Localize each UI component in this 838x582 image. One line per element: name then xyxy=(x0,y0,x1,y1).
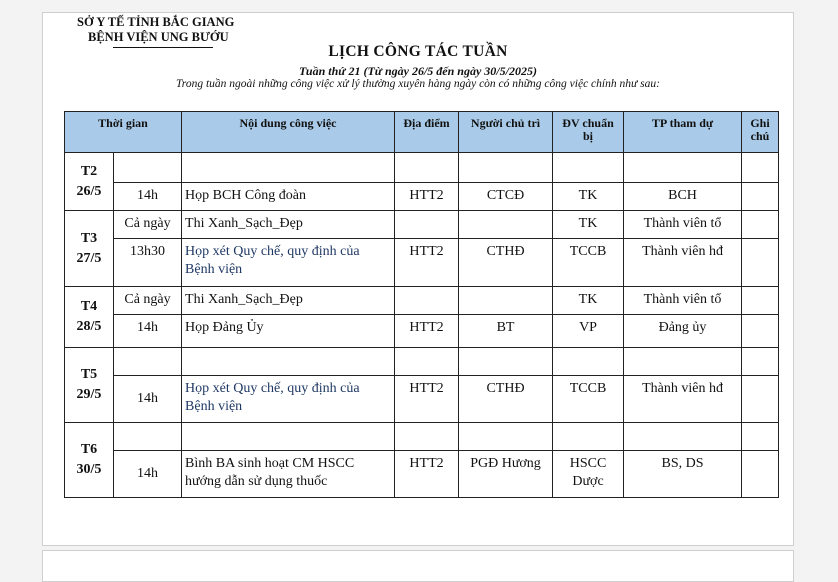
notes-cell xyxy=(742,183,779,211)
attendees-cell: Thành viên hđ xyxy=(624,239,742,287)
day-label: T4 xyxy=(80,299,98,314)
intro-text: Trong tuần ngoài những công việc xử lý thường xuyên hàng ngày còn có những công việc chính như sau: xyxy=(176,78,660,90)
table-row xyxy=(65,315,779,348)
table-row xyxy=(65,239,779,287)
table-row xyxy=(65,376,779,423)
time-cell xyxy=(114,423,182,451)
org-line-2: BỆNH VIỆN UNG BƯỚU xyxy=(88,30,229,44)
attendees-cell xyxy=(624,423,742,451)
day-date: 30/5 xyxy=(76,462,102,477)
location-cell: HTT2 xyxy=(395,183,459,211)
attendees-cell: BS, DS xyxy=(624,451,742,498)
content-cell: Thi Xanh_Sạch_Đẹp xyxy=(182,211,395,239)
col-prep-header: ĐV chuẩn bị xyxy=(553,112,624,153)
location-cell: HTT2 xyxy=(395,315,459,348)
attendees-cell: Thành viên hđ xyxy=(624,376,742,423)
org-header xyxy=(77,15,257,45)
day-date: 27/5 xyxy=(76,250,102,266)
time-cell: 13h30 xyxy=(114,239,182,287)
time-cell xyxy=(114,348,182,376)
host-cell: CTHĐ xyxy=(459,239,553,287)
location-cell xyxy=(395,423,459,451)
time-cell: 14h xyxy=(114,315,182,348)
attendees-cell: Đảng ủy xyxy=(624,315,742,348)
time-cell: 14h xyxy=(114,376,182,423)
col-time-header: Thời gian xyxy=(65,112,182,153)
host-cell xyxy=(459,348,553,376)
notes-cell xyxy=(742,423,779,451)
content-cell xyxy=(182,348,395,376)
table-header-row xyxy=(65,112,779,153)
col-notes-header: Ghi chú xyxy=(742,112,779,153)
content-cell: Họp xét Quy chế, quy định của Bệnh viện xyxy=(182,376,395,423)
attendees-cell: Thành viên tổ xyxy=(624,211,742,239)
host-cell: BT xyxy=(459,315,553,348)
location-cell xyxy=(395,348,459,376)
prep-cell: TK xyxy=(553,287,624,315)
content-cell xyxy=(182,153,395,183)
time-cell xyxy=(114,153,182,183)
table-row xyxy=(65,211,779,239)
notes-cell xyxy=(742,239,779,287)
notes-cell xyxy=(742,211,779,239)
day-label: T6 xyxy=(80,442,98,457)
location-cell: HTT2 xyxy=(395,451,459,498)
notes-cell xyxy=(742,376,779,423)
day-cell xyxy=(65,211,114,287)
attendees-cell xyxy=(624,348,742,376)
col-attendees-header: TP tham dự xyxy=(624,112,742,153)
table-row xyxy=(65,287,779,315)
schedule-table xyxy=(64,111,779,498)
week-subtitle: Tuần thứ 21 (Từ ngày 26/5 đến ngày 30/5/2025) xyxy=(299,64,537,78)
day-cell xyxy=(65,348,114,423)
location-cell xyxy=(395,153,459,183)
time-cell: Cả ngày xyxy=(114,287,182,315)
day-date: 29/5 xyxy=(76,387,102,402)
day-cell xyxy=(65,423,114,498)
prep-cell: HSCC Dược xyxy=(553,451,624,498)
content-cell xyxy=(182,423,395,451)
host-cell xyxy=(459,287,553,315)
table-row xyxy=(65,348,779,376)
table-row xyxy=(65,423,779,451)
prep-cell: VP xyxy=(553,315,624,348)
location-cell: HTT2 xyxy=(395,376,459,423)
prep-cell: TCCB xyxy=(553,376,624,423)
col-location-header: Địa điểm xyxy=(395,112,459,153)
prep-cell xyxy=(553,153,624,183)
content-cell: Thi Xanh_Sạch_Đẹp xyxy=(182,287,395,315)
host-cell xyxy=(459,153,553,183)
location-cell xyxy=(395,287,459,315)
content-cell: Họp BCH Công đoàn xyxy=(182,183,395,211)
table-row xyxy=(65,183,779,211)
col-host-header: Người chủ trì xyxy=(459,112,553,153)
day-cell xyxy=(65,153,114,211)
time-cell: Cả ngày xyxy=(114,211,182,239)
host-cell xyxy=(459,423,553,451)
host-cell: PGĐ Hương xyxy=(459,451,553,498)
content-cell: Họp Đảng Ủy xyxy=(182,315,395,348)
table-row xyxy=(65,153,779,183)
prep-cell: TK xyxy=(553,183,624,211)
next-page xyxy=(42,550,794,582)
content-cell: Họp xét Quy chế, quy định của Bệnh viện xyxy=(182,239,395,287)
location-cell: HTT2 xyxy=(395,239,459,287)
host-cell xyxy=(459,211,553,239)
prep-cell: TK xyxy=(553,211,624,239)
time-cell: 14h xyxy=(114,451,182,498)
content-cell: Bình BA sinh hoạt CM HSCC hướng dẫn sử dụng thuốc xyxy=(182,451,395,498)
notes-cell xyxy=(742,315,779,348)
prep-cell xyxy=(553,423,624,451)
prep-cell: TCCB xyxy=(553,239,624,287)
host-cell: CTHĐ xyxy=(459,376,553,423)
host-cell: CTCĐ xyxy=(459,183,553,211)
location-cell xyxy=(395,211,459,239)
day-label: T2 xyxy=(80,163,98,179)
col-content-header: Nội dung công việc xyxy=(182,112,395,153)
notes-cell xyxy=(742,287,779,315)
day-cell xyxy=(65,287,114,348)
attendees-cell xyxy=(624,153,742,183)
time-cell: 14h xyxy=(114,183,182,211)
page-title: LỊCH CÔNG TÁC TUẦN xyxy=(328,43,508,60)
table-row xyxy=(65,451,779,498)
day-label: T5 xyxy=(80,367,98,382)
day-label: T3 xyxy=(80,230,98,246)
document-page xyxy=(42,12,794,546)
prep-cell xyxy=(553,348,624,376)
org-line-1: SỞ Y TẾ TỈNH BẮC GIANG xyxy=(77,15,235,29)
notes-cell xyxy=(742,348,779,376)
notes-cell xyxy=(742,451,779,498)
attendees-cell: BCH xyxy=(624,183,742,211)
attendees-cell: Thành viên tổ xyxy=(624,287,742,315)
day-date: 26/5 xyxy=(76,183,102,199)
notes-cell xyxy=(742,153,779,183)
day-date: 28/5 xyxy=(76,319,102,334)
